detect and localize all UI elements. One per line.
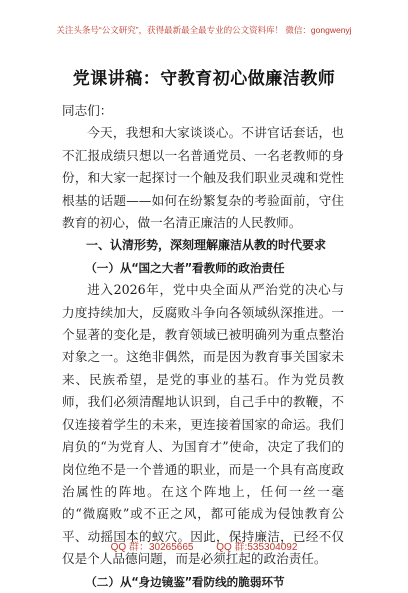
body-paragraph-1: 进入2026年，党中央全面从严治党的决心与力度持续加大，反腐败斗争向各领域纵深推进。一个显著的变化是，教育领域已被明确列为重点整治对象之一。这绝非偶然，而是因为教育事关国家未来、民族希望，是党的事业的基石。作为党员教师，我们必须清醒地认识到，自己手中的教鞭，不仅连接着学生的未来，更连接着国家的命运。我们肩负的“为党育人、为国育才”使命，决定了我们的岗位绝不是一个普通的职业，而是一个具有高度政治属性的阵地。在这个阵地上，任何一丝一毫的“微腐败”或不正之风，都可能成为侵蚀教育公平、动摇国本的蚁穴。因此，保持廉洁，已经不仅仅是个人品德问题，而是必须扛起的政治责任。	[62, 282, 344, 567]
subsection-heading-2: （二）从“身边镜鉴”看防线的脆弱环节	[85, 574, 285, 589]
footer-qq-group-2: QQ 群:535304092	[216, 542, 298, 553]
document-title: 党课讲稿：守教育初心做廉洁教师	[72, 69, 336, 89]
salutation-paragraph: 同志们：	[62, 103, 113, 118]
subsection-heading-1: （一）从“国之大者”看教师的政治责任	[85, 260, 285, 275]
intro-paragraph: 今天，我想和大家谈谈心。不讲官话套话，也不汇报成绩只想以一名普通党员、一名老教师的身份，和大家一起探讨一个触及我们职业灵魂和党性根基的话题——如何在纷繁复杂的考验面前，守住教育的初心，做一名清正廉洁的人民教师。	[62, 125, 344, 231]
document-body	[62, 100, 344, 593]
header-promo-note: 关注头条号“公文研究”，获得最新最全最专业的公文资料库！ 微信：gongwenyj	[56, 25, 352, 35]
section-heading-1: 一、认清形势，深刻理解廉洁从教的时代要求	[86, 238, 327, 253]
footer-qq-group-1: QQ 群：30265665	[110, 542, 194, 553]
footer-contact-note	[0, 538, 408, 553]
